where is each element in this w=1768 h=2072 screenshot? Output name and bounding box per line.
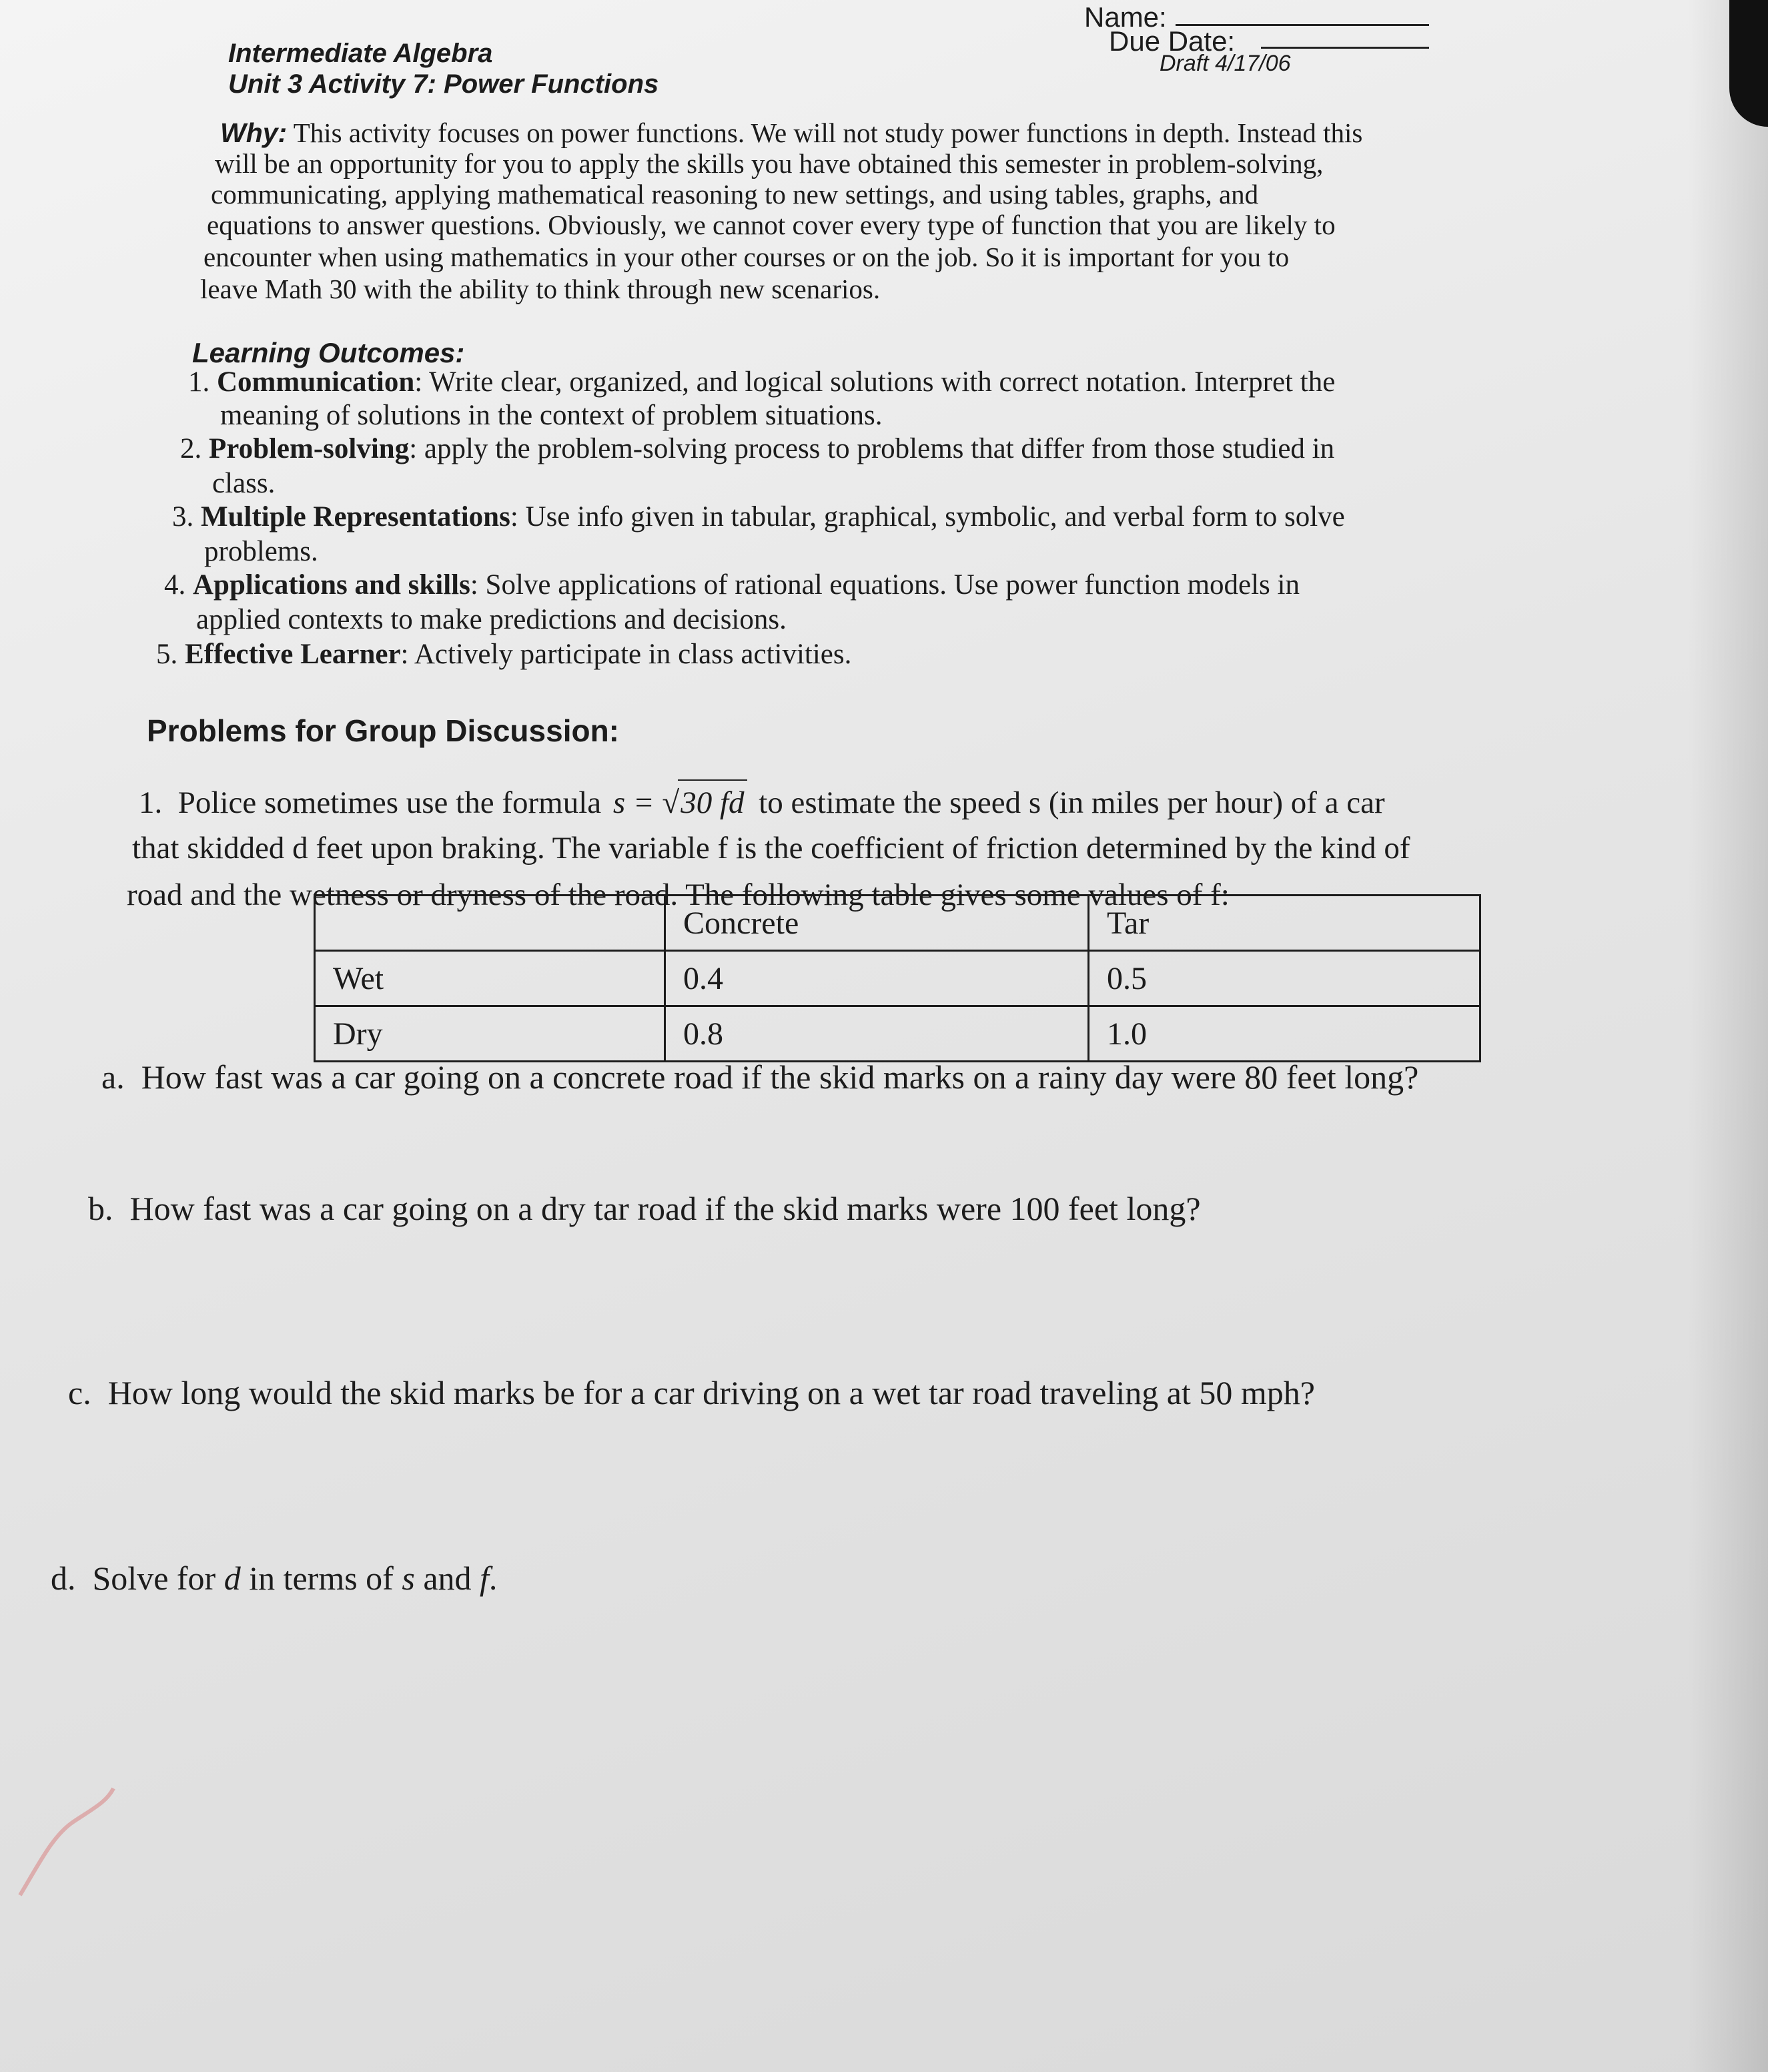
table-header-cell: Concrete [665, 896, 1089, 951]
outcome-item-1-cont: meaning of solutions in the context of problem situations. [220, 400, 883, 431]
due-date-label: Due Date: [1109, 25, 1236, 57]
why-line-5: encounter when using mathematics in your other courses or on the job. So it is important for you to [203, 242, 1290, 272]
learning-outcomes-heading: Learning Outcomes: [192, 337, 465, 368]
outcome-item-2: 2. Problem-solving: apply the problem-solving process to problems that differ from those studied in [180, 433, 1335, 464]
outcome-item-3: 3. Multiple Representations: Use info given in tabular, graphical, symbolic, and verbal form to solve [172, 501, 1345, 533]
name-label: Name: [1084, 1, 1167, 33]
outcome-item-4-cont: applied contexts to make predictions and decisions. [196, 604, 787, 635]
problem-1-line-3: road and the wetness or dryness of the road. The following table gives some values of f: [127, 878, 1230, 912]
outcome-item-3-cont: problems. [204, 536, 318, 567]
table-header-cell [315, 896, 665, 951]
problems-section-title: Problems for Group Discussion: [147, 713, 619, 748]
outcome-item-5: 5. Effective Learner: Actively participate in class activities. [156, 639, 852, 670]
why-line-2: will be an opportunity for you to apply the skills you have obtained this semester in problem-solving, [215, 148, 1324, 179]
speed-formula: s = √30 fd [609, 779, 751, 825]
course-title: Intermediate Algebra [228, 39, 493, 68]
page-shadow [1688, 0, 1768, 2072]
draft-date: Draft 4/17/06 [1160, 51, 1291, 76]
table-header-cell: Tar [1089, 896, 1480, 951]
pen-mark [13, 1762, 147, 1909]
question-b: b. How fast was a car going on a dry tar road if the skid marks were 100 feet long? [88, 1190, 1201, 1227]
problem-1-line-1: 1. Police sometimes use the formula s = √30 fd to estimate the speed s (in miles per hour) of a car [139, 779, 1385, 825]
outcome-item-4: 4. Applications and skills: Solve applications of rational equations. Use power function models in [164, 569, 1300, 601]
why-line-4: equations to answer questions. Obviously, we cannot cover every type of function that you are likely to [207, 210, 1336, 240]
table-cell: Wet [315, 951, 665, 1006]
table-cell: 0.5 [1089, 951, 1480, 1006]
why-line-6: leave Math 30 with the ability to think through new scenarios. [200, 274, 881, 304]
table-cell: Dry [315, 1006, 665, 1062]
table-cell: 0.4 [665, 951, 1089, 1006]
table-cell: 1.0 [1089, 1006, 1480, 1062]
why-line-1: Why: This activity focuses on power functions. We will not study power functions in depth. Instead this [220, 117, 1363, 148]
outcome-item-2-cont: class. [212, 468, 276, 499]
due-date-blank-line [1261, 47, 1429, 49]
background-corner [1729, 0, 1768, 127]
question-a: a. How fast was a car going on a concrete road if the skid marks on a rainy day were 80 feet long? [101, 1058, 1419, 1096]
table-header-row [315, 896, 1480, 951]
problem-1-line-2: that skidded d feet upon braking. The variable f is the coefficient of friction determined by the kind of [132, 831, 1410, 866]
table-row [315, 951, 1480, 1006]
table-cell: 0.8 [665, 1006, 1089, 1062]
question-c: c. How long would the skid marks be for a car driving on a wet tar road traveling at 50 mph? [68, 1374, 1315, 1411]
friction-table [314, 894, 1481, 1062]
question-d: d. Solve for d in terms of s and f. [51, 1560, 498, 1597]
why-line-3: communicating, applying mathematical reasoning to new settings, and using tables, graphs, and [211, 179, 1259, 210]
table-row [315, 1006, 1480, 1062]
activity-title: Unit 3 Activity 7: Power Functions [228, 69, 659, 99]
outcome-item-1: 1. Communication: Write clear, organized, and logical solutions with correct notation. Interpret the [188, 366, 1336, 398]
why-label: Why: [220, 117, 288, 148]
